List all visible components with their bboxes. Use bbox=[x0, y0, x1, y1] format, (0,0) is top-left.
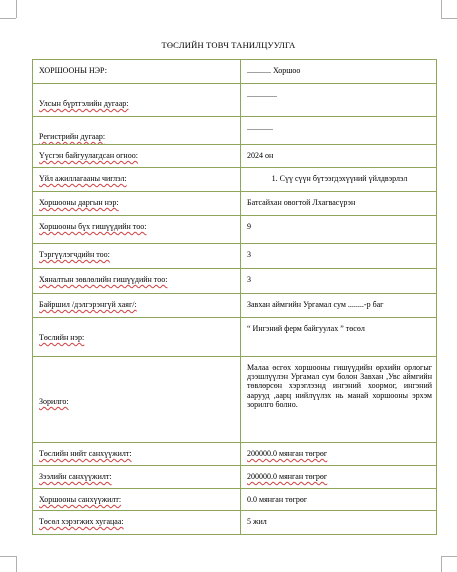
row-value: Малаа өсгөх хоршооны гишүүдийн өрхийн орлогыг дээшлүүлэн Ургамал сум болон Завхан ,Увс аймгийн төвлөрсөн хэрэглээнд ингэний хоормог, ингэний аарууд ,аарц нийлүүлэх нь манай хоршооны эрхэм зорилго болно. bbox=[241, 357, 437, 443]
row-label: Хоршооны санхүүжилт: bbox=[33, 489, 241, 511]
row-value: 200000.0 мянган төгрөг bbox=[241, 443, 437, 466]
row-value: 1. Сүү сүүн бүтээгдэхүүний үйлдвэрлэл bbox=[241, 168, 437, 192]
row-value: ............ Хоршоо bbox=[241, 60, 437, 84]
row-value: ............... bbox=[241, 84, 437, 117]
row-value: 9 bbox=[241, 216, 437, 244]
crop-mark bbox=[16, 0, 17, 18]
table-row bbox=[33, 511, 437, 535]
crop-mark bbox=[441, 0, 442, 18]
table-row bbox=[33, 216, 437, 244]
row-label: ХОРШООНЫ НЭР: bbox=[33, 60, 241, 84]
table-row bbox=[33, 145, 437, 168]
row-label: Хоршооны даргын нэр: bbox=[33, 192, 241, 216]
crop-mark bbox=[0, 556, 16, 557]
row-label: Төслийн нэр: bbox=[33, 318, 241, 357]
row-label: Регистрийн дугаар: bbox=[33, 117, 241, 145]
table-row bbox=[33, 117, 437, 145]
row-label: Байршил /дэлгэрэнгүй хаяг/: bbox=[33, 294, 241, 318]
row-value: Батсайхан овогтой Лхагвасүрэн bbox=[241, 192, 437, 216]
table-row bbox=[33, 443, 437, 466]
row-label: Хяналтын зөвлөлийн гишүүдийн тоо: bbox=[33, 269, 241, 294]
crop-mark bbox=[441, 556, 442, 572]
row-value: 0.0 мянган төгрөг bbox=[241, 489, 437, 511]
row-value: 2024 он bbox=[241, 145, 437, 168]
row-label: Үүсгэн байгуулагдсан огноо: bbox=[33, 145, 241, 168]
row-value: Завхан аймгийн Ургамал сум ........-р баг bbox=[241, 294, 437, 318]
project-summary-table bbox=[32, 59, 437, 535]
row-label: Тэргүүлэгчдийн тоо: bbox=[33, 244, 241, 269]
row-label: Төслийн нийт санхүүжилт: bbox=[33, 443, 241, 466]
table-row bbox=[33, 318, 437, 357]
table-row bbox=[33, 269, 437, 294]
row-value: 5 жил bbox=[241, 511, 437, 535]
crop-mark bbox=[0, 18, 16, 19]
table-row bbox=[33, 168, 437, 192]
row-label: Үйл ажиллагааны чиглэл: bbox=[33, 168, 241, 192]
row-label: Зээлийн санхүүжилт: bbox=[33, 466, 241, 489]
table-row bbox=[33, 357, 437, 443]
row-value: “ Ингэний ферм байгуулах ” төсөл bbox=[241, 318, 437, 357]
crop-mark bbox=[441, 556, 457, 557]
row-value: 3 bbox=[241, 244, 437, 269]
table-row bbox=[33, 294, 437, 318]
row-label: Улсын бүртгэлийн дугаар: bbox=[33, 84, 241, 117]
row-label: Зорилго: bbox=[33, 357, 241, 443]
crop-mark bbox=[441, 18, 457, 19]
table-row bbox=[33, 244, 437, 269]
table-row bbox=[33, 466, 437, 489]
row-label: Хоршооны бүх гишүүдийн тоо: bbox=[33, 216, 241, 244]
table-row bbox=[33, 192, 437, 216]
crop-mark bbox=[16, 556, 17, 572]
row-value: ............. bbox=[241, 117, 437, 145]
table-row bbox=[33, 84, 437, 117]
row-value: 200000.0 мянган төгрөг bbox=[241, 466, 437, 489]
table-row bbox=[33, 60, 437, 84]
document-title: ТӨСЛИЙН ТОВЧ ТАНИЛЦУУЛГА bbox=[161, 40, 296, 50]
row-value: 3 bbox=[241, 269, 437, 294]
table-row bbox=[33, 489, 437, 511]
row-label: Төсөл хэрэгжих хугацаа: bbox=[33, 511, 241, 535]
